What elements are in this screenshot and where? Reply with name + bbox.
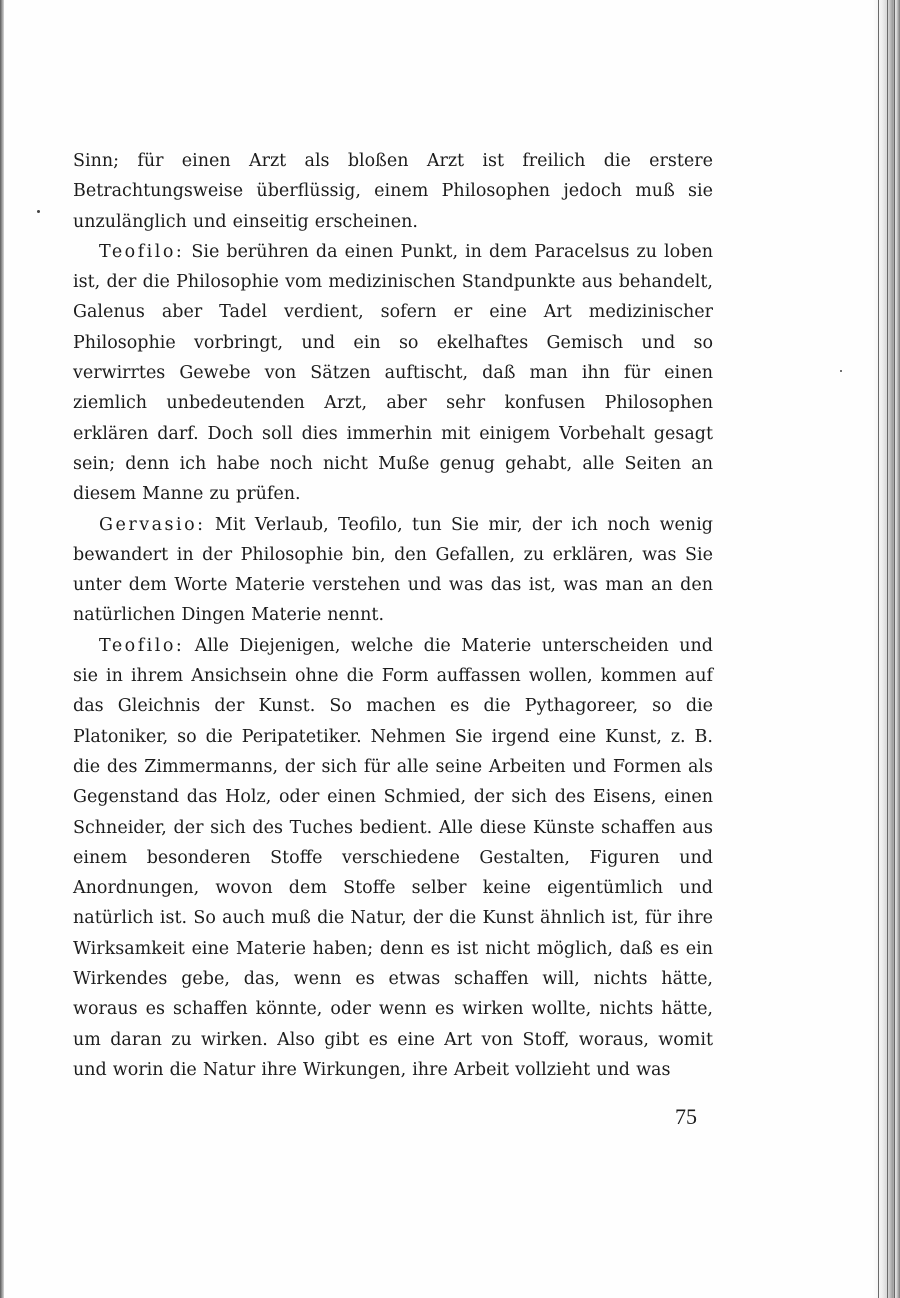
paragraph-text: Alle Diejenigen, welche die Materie unterscheiden und sie in ihrem Ansichsein ohne die Form auffassen wollen, kommen auf das Gleichnis der Kunst. So machen es die Pythagoreer, so die Platoniker, so die Peripatetiker. Nehmen Sie irgend eine Kunst, z. B. die des Zimmermanns, der sich für alle seine Arbeiten und Formen als Gegenstand das Holz, oder einen Schmied, der sich des Eisens, einen Schneider, der sich des Tuches bedient. Alle diese Künste schaffen aus einem besonderen Stoffe verschiedene Gestalten, Figuren und Anordnungen, wovon dem Stoffe selber keine eigentümlich und natürlich ist. So auch muß die Natur, der die Kunst ähnlich ist, für ihre Wirksamkeit eine Materie haben; denn es ist nicht möglich, daß es ein Wirkendes gebe, das, wenn es etwas schaffen will, nichts hätte, woraus es schaffen könnte, oder wenn es wirken wollte, nichts hätte, um daran zu wirken. Also gibt es eine Art von Stoff, woraus, womit und worin die Natur ihre Wirkungen, ihre Arbeit vollzieht und was [73,635,713,1080]
binding-line [887,0,888,1298]
paragraph [73,510,713,631]
paragraph-text: Sinn; für einen Arzt als bloßen Arzt ist freilich die erstere Betrachtungsweise überflüssig, einem Philosophen jedoch muß sie unzulänglich und einseitig erscheinen. [73,151,713,232]
binding-line [894,0,895,1298]
body-text [73,146,713,1085]
page-left-edge-shadow [0,0,4,1298]
speaker-name: Gervasio: [99,514,206,535]
paragraph [73,146,713,237]
speaker-name: Teofilo: [99,635,185,656]
paragraph-text: Mit Verlaub, Teofilo, tun Sie mir, der ich noch wenig bewandert in der Philosophie bin, den Gefallen, zu erklären, was Sie unter dem Worte Materie verstehen und was das ist, was man an den natürlichen Dingen Materie nennt. [73,514,713,626]
paragraph-text: Sie berühren da einen Punkt, in dem Paracelsus zu loben ist, der die Philosophie vom medizinischen Standpunkte aus behandelt, Galenus aber Tadel verdient, sofern er eine Art medizinischer Philosophie vorbringt, und ein so ekelhaftes Gemisch und so verwirrtes Gewebe von Sätzen auftischt, daß man ihn für einen ziemlich unbedeutenden Arzt, aber sehr konfusen Philosophen erklären darf. Doch soll dies immerhin mit einigem Vorbehalt gesagt sein; denn ich habe noch nicht Muße genug gehabt, alle Seiten an diesem Manne zu prüfen. [73,241,713,505]
paragraph [73,237,713,510]
page-number: 75 [675,1104,697,1129]
binding-line [878,0,879,1298]
speaker-name: Teofilo: [99,241,185,262]
paper-speck [37,210,40,213]
paper-speck [840,370,842,372]
book-binding-edge [872,0,900,1298]
paragraph [73,631,713,1085]
